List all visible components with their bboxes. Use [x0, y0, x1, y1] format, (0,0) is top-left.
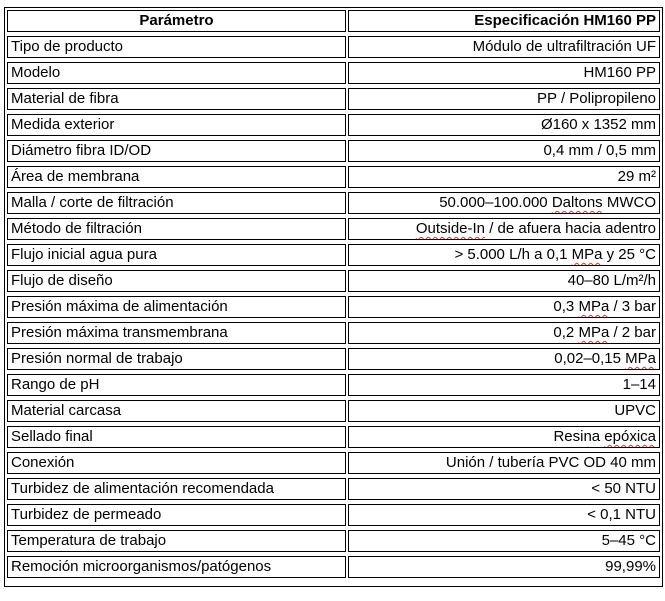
- value-cell: 0,02–0,15 MPa: [348, 348, 660, 370]
- param-cell: Área de membrana: [7, 166, 346, 188]
- value-cell: 0,4 mm / 0,5 mm: [348, 140, 660, 162]
- table-header-row: [5, 10, 662, 32]
- param-cell: Presión normal de trabajo: [7, 348, 346, 370]
- param-cell: Rango de pH: [7, 374, 346, 396]
- table-row: [5, 530, 662, 552]
- table-row: [5, 88, 662, 110]
- param-cell: Turbidez de alimentación recomendada: [7, 478, 346, 500]
- table-row: [5, 478, 662, 500]
- table-row: [5, 400, 662, 422]
- table-row: [5, 244, 662, 266]
- value-cell: 99,99%: [348, 556, 660, 578]
- table-row: [5, 296, 662, 318]
- param-cell: Material de fibra: [7, 88, 346, 110]
- param-cell: Conexión: [7, 452, 346, 474]
- param-cell: Material carcasa: [7, 400, 346, 422]
- value-cell: < 0,1 NTU: [348, 504, 660, 526]
- param-cell: Diámetro fibra ID/OD: [7, 140, 346, 162]
- value-cell: Módulo de ultrafiltración UF: [348, 36, 660, 58]
- table-row: [5, 322, 662, 344]
- param-cell: Medida exterior: [7, 114, 346, 136]
- value-cell: 0,3 MPa / 3 bar: [348, 296, 660, 318]
- spec-table: [4, 7, 663, 587]
- value-cell: 29 m²: [348, 166, 660, 188]
- table-row: [5, 348, 662, 370]
- param-cell: Método de filtración: [7, 218, 346, 240]
- table-row: [5, 166, 662, 188]
- param-cell: Presión máxima transmembrana: [7, 322, 346, 344]
- param-cell: Remoción microorganismos/patógenos: [7, 556, 346, 578]
- table-row: [5, 426, 662, 448]
- value-cell: Ø160 x 1352 mm: [348, 114, 660, 136]
- param-cell: Tipo de producto: [7, 36, 346, 58]
- table-row: [5, 62, 662, 84]
- value-cell: PP / Polipropileno: [348, 88, 660, 110]
- header-parameter: Parámetro: [7, 10, 346, 32]
- table-row: [5, 504, 662, 526]
- value-cell: 50.000–100.000 Daltons MWCO: [348, 192, 660, 214]
- table-row: [5, 218, 662, 240]
- value-cell: Resina epóxica: [348, 426, 660, 448]
- value-cell: Unión / tubería PVC OD 40 mm: [348, 452, 660, 474]
- table-row: [5, 374, 662, 396]
- value-cell: UPVC: [348, 400, 660, 422]
- value-cell: 0,2 MPa / 2 bar: [348, 322, 660, 344]
- table-row: [5, 114, 662, 136]
- param-cell: Temperatura de trabajo: [7, 530, 346, 552]
- param-cell: Modelo: [7, 62, 346, 84]
- param-cell: Flujo inicial agua pura: [7, 244, 346, 266]
- param-cell: Sellado final: [7, 426, 346, 448]
- param-cell: Malla / corte de filtración: [7, 192, 346, 214]
- param-cell: Presión máxima de alimentación: [7, 296, 346, 318]
- table-row: [5, 556, 662, 578]
- value-cell: Outside-In / de afuera hacia adentro: [348, 218, 660, 240]
- param-cell: Flujo de diseño: [7, 270, 346, 292]
- value-cell: 5–45 °C: [348, 530, 660, 552]
- header-specification: Especificación HM160 PP: [348, 10, 660, 32]
- param-cell: Turbidez de permeado: [7, 504, 346, 526]
- value-cell: < 50 NTU: [348, 478, 660, 500]
- value-cell: > 5.000 L/h a 0,1 MPa y 25 °C: [348, 244, 660, 266]
- value-cell: 40–80 L/m²/h: [348, 270, 660, 292]
- value-cell: HM160 PP: [348, 62, 660, 84]
- table-row: [5, 452, 662, 474]
- value-cell: 1–14: [348, 374, 660, 396]
- table-row: [5, 140, 662, 162]
- table-row: [5, 36, 662, 58]
- table-row: [5, 270, 662, 292]
- table-row: [5, 192, 662, 214]
